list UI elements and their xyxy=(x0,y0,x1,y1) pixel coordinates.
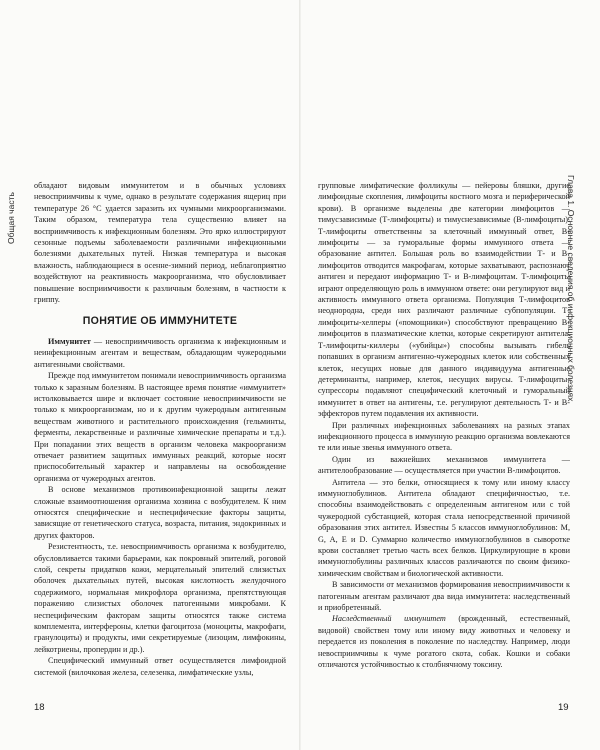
italic-term: Наследственный иммунитет xyxy=(332,614,446,624)
intro-paragraph: обладают видовым иммунитетом и в обычных условиях невосприимчивы к чуме, однако в результате содержания ящериц при температуре 26 °С удается заразить их чумными микроорганизмами. Таким образом, температура тела существенно влияет на восприимчивость к инфекционным болезням. Это ярко иллюстрируют сезонные подъемы заболеваемости различными инфекционными болезнями дыхательных путей. Низкая температура и высокая влажность, наблюдающиеся в осенне-зимний период, неблагоприятно воздействуют на реактивность макроорганизма, что обусловливает повышение восприимчивости к различным болезням, в частности к гриппу. xyxy=(34,181,286,305)
definition-term: Иммунитет xyxy=(48,336,91,346)
body-paragraph: При различных инфекционных заболеваниях на разных этапах инфекционного процесса в иммунную реакцию организма вовлекаются те или иные звенья иммунного ответа. xyxy=(318,420,570,453)
running-head-left: Общая часть xyxy=(6,192,16,244)
final-paragraph xyxy=(318,613,570,670)
running-head-right: Глава 1. Основные сведения об инфекционных болезнях xyxy=(566,175,576,402)
body-paragraph: В зависимости от механизмов формирования невосприимчивости к патогенным агентам различают два вида иммунитета: наследственный и приобретенный. xyxy=(318,580,570,613)
body-paragraph: Резистентность, т.е. невосприимчивость организма к возбудителю, обусловливается такими барьерами, как покровный эпителий, роговой слой, секреты придатков кожи, мерцательный эпителий слизистых оболочек дыхательных путей, высокая кислотность желудочного содержимого, нормальная микрофлора организма, препятствующая поражению слизистых оболочек патогенными микробами. К неспецифическим факторам защиты относятся также система комплемента, интерфероны, клетки фагоцитоза (моноциты, макрофаги, гранулоциты) и продукты, ими секретируемые (лизоцим, лимфокины, лейкотриены, пропердин и др.). xyxy=(34,542,286,654)
page-number-left: 18 xyxy=(34,702,45,713)
body-paragraph: Антитела — это белки, относящиеся к тому или иному классу иммуноглобулинов. Антитела обладают специфичностью, т.е. способны взаимодействовать с определенным антигеном или с той чужеродной субстанцией, которая стала непосредственной причиной образования этих антител. Известны 5 классов иммуноглобулинов: M, G, A, E и D. Суммарно количество иммуноглобулинов в сыворотке крови составляет третью часть всех белков. Циркулирующие в крови иммуноглобулины различных классов различаются по своим физико-химическим свойствам и биологической активности. xyxy=(318,477,570,578)
definition-text: — невосприимчивость организма к инфекционным и неинфекционным агентам и веществам, обладающим чужеродными антигенными свойствами. xyxy=(34,336,286,369)
continuation-paragraph: групповые лимфатические фолликулы — пейеровы бляшки, другие лимфоидные скопления, лимфоциты костного мозга и периферической крови). В организме выделены две категории лимфоцитов — тимусзависимые (Т-лимфоциты) и тимуснезависимые (В-лимфоциты). Т-лимфоциты ответственны за клеточный иммунный ответ, В-лимфоциты — за гуморальные формы иммунного ответа — образование антител. Большая роль во взаимодействии Т- и В-лимфоцитов отводится макрофагам, которые захватывают, распознают антиген и передают информацию Т- и В-лимфоцитам. Т-лимфоциты играют определяющую роль в иммунном ответе: они регулируют вид и активность иммунного ответа организма. Популяция Т-лимфоцитов неоднородна, среди них различают различные субпопуляции. Т-лимфоциты-хелперы («помощники») способствуют превращению В-лимфоцитов в плазматические клетки, которые секретируют антитела. Т-лимфоциты-киллеры («убийцы») способны вызывать гибель попавших в организм антигенно-чужеродных клеток или собственных клеток, несущих новые для данного индивидуума антигенные детерминанты, например, клеток, несущих вирусы. Т-лимфоциты-супрессоры подавляют специфический клеточный и гуморальный иммунитет в ответ на антигены, т.е. регулируют деятельность Т- и В-эффекторов путем подавления их активности. xyxy=(318,181,570,419)
body-paragraph: Специфический иммунный ответ осуществляется лимфоидной системой (вилочковая железа, селезенка, лимфатические узлы, xyxy=(34,656,286,677)
right-page xyxy=(300,0,600,750)
page-number-right: 19 xyxy=(558,702,569,713)
final-text: (врожденный, естественный, видовой) свойствен тому или иному виду животных и человеку и передается из поколения в поколение по наследству. Например, люди невосприимчивы к чуме рогатого скота, собак. Кошки и собаки отличаются устойчивостью к столбнячному токсину. xyxy=(318,614,570,670)
body-paragraph: Прежде под иммунитетом понимали невосприимчивость организма только к заразным болезням. В настоящее время понятие «иммунитет» истолковывается шире и включает состояние невосприимчивости не только к микроорганизмам, но и к другим чужеродным антигенным веществам животного и растительного происхождения (гельминты, ферменты, лекарственные и различные химические препараты и т.д.). При попадании этих веществ в организм человека макроорганизм отвечает развитием защитных иммунных реакций, которые носят приспособительный характер и направлены на освобождение организма от чужеродных агентов. xyxy=(34,371,286,483)
left-page-text xyxy=(34,180,286,678)
body-paragraph: Один из важнейших механизмов иммунитета — антителообразование — осуществляется при участии В-лимфоцитов. xyxy=(318,454,570,476)
section-title: ПОНЯТИЕ ОБ ИММУНИТЕТЕ xyxy=(82,315,238,328)
definition-paragraph xyxy=(34,336,286,370)
right-page-text xyxy=(318,180,570,670)
body-paragraph: В основе механизмов противоинфекционной защиты лежат сложные взаимоотношения организма хозяина с возбудителем. К ним относятся специфические и неспецифические факторы защиты, зависящие от генетического статуса, возраста, питания, эндокринных и других факторов. xyxy=(34,485,286,540)
